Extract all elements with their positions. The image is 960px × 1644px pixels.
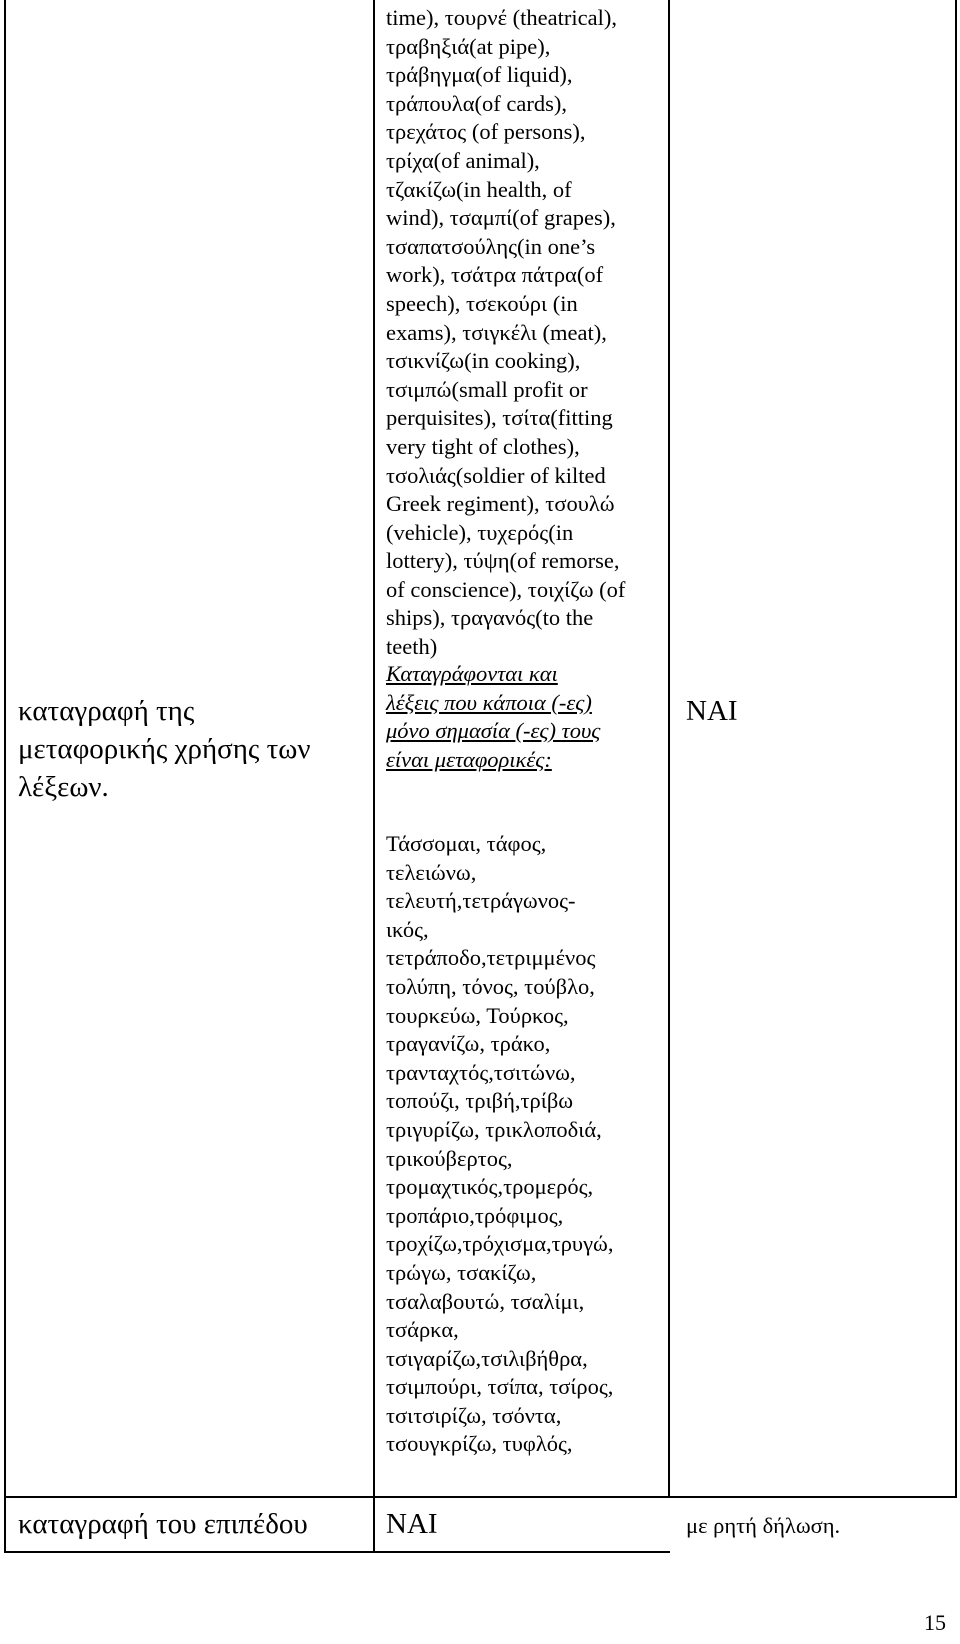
metaphor-usage-label [18,692,348,806]
text-line: Τάσσομαι, τάφος, [386,831,547,856]
page-number: 15 [924,1610,946,1635]
text-line: τσάρκα, [386,1317,459,1343]
word-list [386,830,666,1459]
metaphor-answer [686,692,738,730]
text-line: τοπούζι, τριβή,τρίβω [386,1088,574,1114]
text-line: teeth) [386,634,438,660]
table-border-right [955,0,957,1498]
text-line: τριγυρίζω, τρικλοποδιά, [386,1116,602,1142]
text-line: perquisites), τσίτα(fitting [386,405,613,431]
text-line: wind), τσαμπί(of grapes), [386,205,616,231]
text-line: τσολιάς(soldier of kilted [386,462,606,488]
text-line: τσαπατσούλης(in one’s [386,233,596,259]
text-line: Greek regiment), τσουλώ [386,491,615,517]
text-line: τζακίζω(in health, of [386,176,572,202]
text-line: τραγανίζω, τράκο, [386,1031,551,1057]
table-border-bottom [4,1551,670,1553]
text-line: ΝΑΙ [386,1508,438,1540]
text-line: τσικνίζω(in cooking), [386,348,581,374]
table-border-col1-col2 [373,0,375,1553]
text-line: τρώγω, τσακίζω, [386,1259,537,1285]
text-line: τελευτή,τετράγωνος- [386,888,576,914]
text-line: τουρκεύω, Τούρκος, [386,1002,569,1028]
text-line: τσουγκρίζω, τυφλός, [386,1431,573,1457]
text-line: τρικούβερτος, [386,1145,513,1171]
table-border-col2-col3 [668,0,670,1498]
text-line: τρομαχτικός,τρομερός, [386,1174,594,1200]
level-answer [386,1505,666,1543]
text-line: τσιτσιρίζω, τσόντα, [386,1402,562,1428]
level-label [18,1505,348,1543]
examples-text [386,4,666,662]
text-line: τροπάριο,τρόφιμος, [386,1202,564,1228]
text-line: τράπουλα(of cards), [386,90,567,116]
text-line: λέξεων. [18,771,109,803]
text-line: μεταφορικής χρήσης των [18,733,311,765]
text-line: Καταγράφονται και [386,661,558,686]
text-line: με ρητή δήλωση. [686,1513,841,1538]
text-line: τρίχα(of animal), [386,147,540,173]
text-line: λέξεις που κάποια (-ες) [386,689,592,715]
text-line: speech), τσεκούρι (in [386,290,578,316]
text-line: lottery), τύψη(of remorse, [386,548,620,574]
text-line: exams), τσιγκέλι (meat), [386,319,607,345]
text-line: καταγραφή της [18,695,195,727]
text-line: τρανταχτός,τσιτώνω, [386,1059,576,1085]
text-line: είναι μεταφορικές: [386,746,552,772]
text-line: time), τουρνέ (theatrical), [386,5,617,30]
text-line: τροχίζω,τρόχισμα,τρυγώ, [386,1231,614,1257]
text-line: very tight of clothes), [386,433,580,459]
text-line: τράβηγμα(of liquid), [386,62,573,88]
text-line: ships), τραγανός(to the [386,605,594,631]
definition-note [386,660,666,774]
text-line: τελειώνω, [386,859,477,885]
text-line: τρεχάτος (of persons), [386,119,586,145]
text-line: (vehicle), τυχερός(in [386,519,574,545]
text-line: of conscience), τοιχίζω (of [386,576,626,602]
text-line: work), τσάτρα πάτρα(of [386,262,604,288]
text-line: μόνο σημασία (-ες) τους [386,718,601,744]
text-line: τολύπη, τόνος, τούβλο, [386,973,595,999]
text-line: τραβηξιά(at pipe), [386,33,551,59]
text-line: ΝΑΙ [686,695,738,727]
text-line: τσιγαρίζω,τσιλιβήθρα, [386,1345,588,1371]
table-border-left [4,0,6,1553]
text-line: τσαλαβουτώ, τσαλίμι, [386,1288,585,1314]
text-line: τσιμπώ(small profit or [386,376,588,402]
text-line: τσιμπούρι, τσίπα, τσίρος, [386,1374,614,1400]
level-note [686,1512,840,1540]
text-line: ικός, [386,916,429,942]
text-line: καταγραφή του επιπέδου [18,1508,308,1540]
table-row-divider [4,1496,957,1498]
text-line: τετράποδο,τετριμμένος [386,945,596,971]
